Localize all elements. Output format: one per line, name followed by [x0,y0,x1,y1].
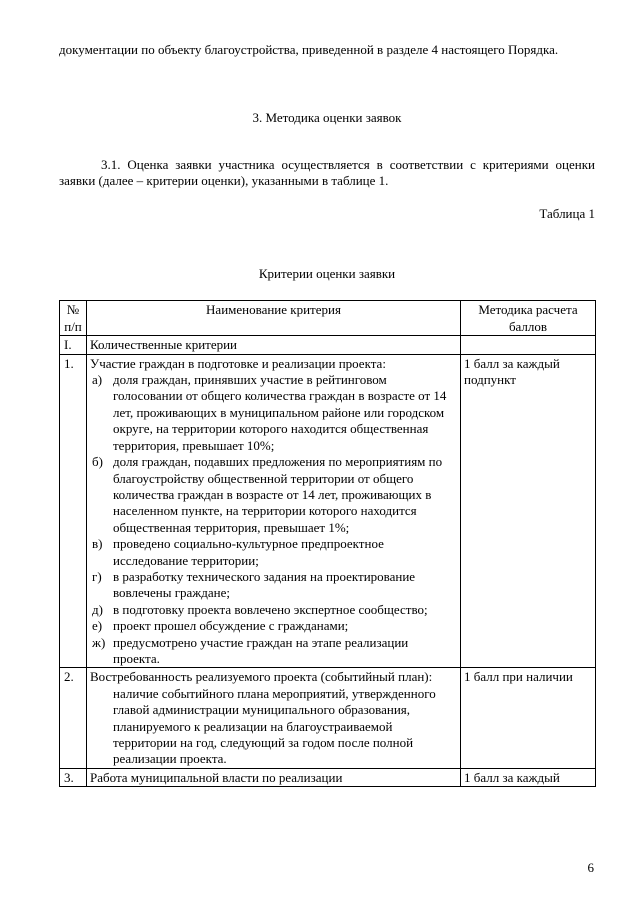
list-item: д) в подготовку проекта вовлечено экспертное сообщество; [92,601,428,617]
table-row-group-1 [60,336,596,354]
row-2-num: 2. [60,668,87,768]
list-item: в) проведено социально-культурное предпроектное исследование территории; [92,536,384,568]
row-3-num: 3. [60,768,87,786]
list-item: г) в разработку технического задания на проектирование вовлечены граждане; [92,568,416,601]
header-name: Наименование критерия [87,301,461,336]
row-1-subitems [90,372,457,667]
row-2-method: 1 балл при наличии [461,668,596,768]
list-item: а) доля граждан, принявших участие в рейтинговом голосовании от общего количества граждан в возрасте от 14 лет, проживающих в муниципальном районе или городском округе, на территории которого находится общественная территория, превышает 10%; [92,372,447,453]
table-row-2 [60,668,596,768]
section-title: 3. Методика оценки заявок [252,110,402,126]
list-item: е) проект прошел обсуждение с гражданами; [92,618,349,634]
row-1-title: Участие граждан в подготовке и реализации проекта: [90,355,386,371]
row-2-criterion [87,668,461,768]
list-item: б) доля граждан, подавших предложения по мероприятиям по благоустройству общественной территории от общего количества граждан в возрасте от 14 лет, проживающих в населенном пункте, на территории которого находится общественная территория, превышает 1%; [92,454,443,535]
group-1-num: I. [60,336,87,354]
intro-text: документации по объекту благоустройства, приведенной в разделе 4 настоящего Порядка. [59,42,559,57]
row-1-method: 1 балл за каждый подпункт [461,354,596,668]
table-row-3 [60,768,596,786]
row-3-criterion: Работа муниципальной власти по реализации [87,768,461,786]
page-number: 6 [587,860,594,875]
table-label: Таблица 1 [539,205,595,221]
table-row-1 [60,354,596,668]
list-item: ж) предусмотрено участие граждан на этапе реализации проекта. [92,634,409,666]
header-method: Методика расчета баллов [461,301,596,336]
criteria-table [59,300,596,787]
row-2-detail: наличие событийного плана мероприятий, утвержденного главой администрации муниципального образования, планируемого к реализации на благоустраиваемой территории на год, следующий за годом после полной реализации проекта. [113,685,436,767]
paragraph-3-1: 3.1. Оценка заявки участника осуществляется в соответствии с критериями оценки заявки (далее – критерии оценки), указанными в таблице 1. [59,156,595,189]
document-page [59,42,595,787]
row-2-title: Востребованность реализуемого проекта (событийный план): [90,669,433,685]
header-num: № п/п [60,301,87,336]
row-1-criterion [87,354,461,668]
row-1-num: 1. [60,354,87,668]
group-1-method [461,336,596,354]
row-3-method: 1 балл за каждый [461,768,596,786]
group-1-name: Количественные критерии [87,336,461,354]
table-header-row [60,301,596,336]
table-title: Критерии оценки заявки [258,266,396,282]
